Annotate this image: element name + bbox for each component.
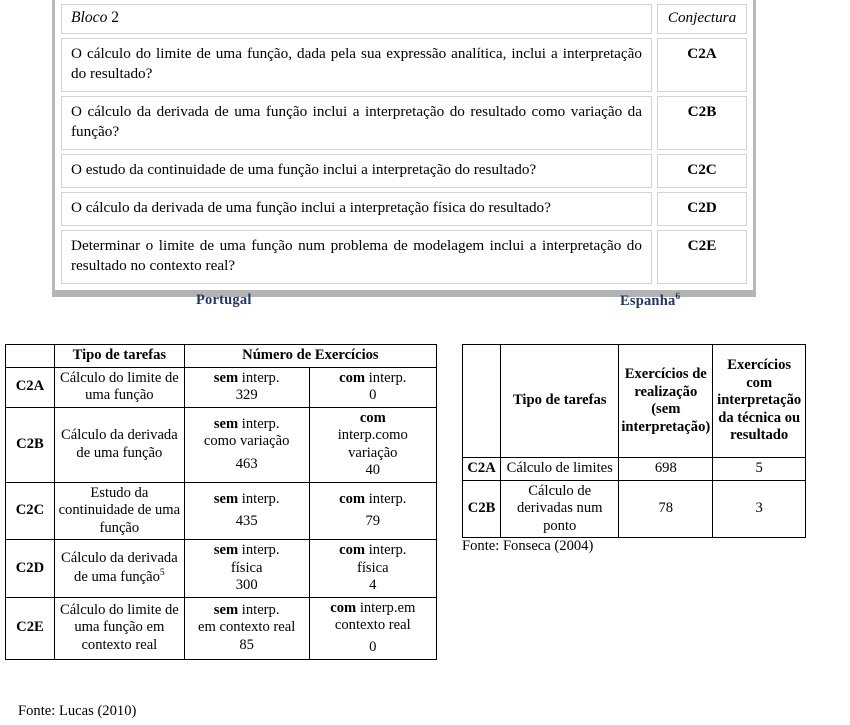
bloco-title-italic: Bloco [71,9,108,26]
table-row [463,458,806,481]
pt-with-value: 0 [369,639,377,656]
pt-row-task-footnote: 5 [159,567,165,578]
pt-with-extra: contexto real [334,617,411,633]
pt-row-with [309,367,436,407]
pt-row-task [54,540,184,598]
pt-with-label-rest: interp. [368,490,407,507]
es-header-task-type: Tipo de tarefas [501,345,619,458]
pt-with-value: 0 [369,387,377,403]
pt-row-with [309,407,436,482]
table-header-row [463,345,806,458]
pt-without-value: 85 [239,636,254,653]
es-row-code: C2B [463,480,501,538]
pt-row-with [309,597,436,659]
bloco-title-cell [61,4,652,34]
es-row-without: 78 [619,480,713,538]
pt-with-value: 79 [365,513,381,530]
bloco-question: O cálculo da derivada de uma função inclui a interpretação física do resultado? [61,192,652,226]
bloco-title-number: 2 [111,9,120,26]
pt-row-with [309,482,436,540]
bloco-row [61,154,747,188]
caption-portugal: Portugal [196,292,252,308]
pt-without-label-rest: interp. [241,415,280,432]
source-lucas: Fonte: Lucas (2010) [18,703,137,719]
pt-row-code: C2E [6,597,55,659]
pt-header-task-type: Tipo de tarefas [54,345,184,368]
conjectura-header-cell: Conjectura [657,4,747,34]
espanha-table [462,344,806,538]
pt-header-blank [6,345,55,368]
table-row [6,540,437,598]
table-row [6,407,437,482]
es-row-with: 3 [713,480,806,538]
es-row-task: Cálculo de derivadas num ponto [501,480,619,538]
pt-row-without [184,597,309,659]
pt-without-label-rest: interp. [241,601,280,618]
bloco-conjecture-code: C2B [657,96,747,150]
pt-header-exercise-count: Número de Exercícios [184,345,436,368]
pt-without-label-rest: interp. [241,369,280,386]
bloco-question: Determinar o limite de uma função num problema de modelagem inclui a interpretação do resultado no contexto real? [61,230,652,284]
pt-without-label: sem [213,369,239,386]
pt-without-value: 300 [235,577,258,593]
table-row [6,482,437,540]
pt-row-with [309,540,436,598]
pt-without-value: 463 [235,455,258,472]
bloco-question: O cálculo do limite de uma função, dada pela sua expressão analítica, inclui a interpretação do resultado? [61,38,652,92]
table-header-row [6,345,437,368]
pt-with-label-rest: interp. [368,542,407,558]
pt-with-label: com [339,369,366,386]
bloco-row [61,192,747,226]
pt-with-extra: física [356,559,389,576]
pt-without-label: sem [213,601,239,618]
pt-with-value: 40 [365,462,381,478]
pt-with-extra: interp.como variação [337,427,408,461]
pt-without-label: sem [213,490,239,507]
bloco-row [61,38,747,92]
pt-with-label-rest: interp. [368,369,407,386]
source-fonseca: Fonte: Fonseca (2004) [462,538,594,554]
bloco-header-row [61,4,747,34]
caption-espanha-label: Espanha [620,292,676,309]
es-header-blank [463,345,501,458]
pt-row-without [184,540,309,598]
pt-with-value: 4 [369,577,377,593]
pt-row-task: Cálculo da derivada de uma função [54,407,184,482]
es-row-task: Cálculo de limites [501,458,619,481]
es-header-with-interp: Exercícios com interpretação da técnica ou resultado [713,345,806,458]
portugal-table [5,344,437,660]
pt-row-task: Cálculo do limite de uma função [54,367,184,407]
pt-without-label: sem [213,415,239,432]
pt-row-code: C2C [6,482,55,540]
pt-row-code: C2A [6,367,55,407]
pt-row-without [184,482,309,540]
pt-without-label-rest: interp. [241,490,280,507]
bloco-conjecture-code: C2A [657,38,747,92]
pt-row-task: Cálculo do limite de uma função em contexto real [54,597,184,659]
caption-espanha [620,292,680,310]
table-row [6,367,437,407]
table-row [463,480,806,538]
bloco-conjecture-code: C2D [657,192,747,226]
es-header-without-interp: Exercícios de realização (sem interpretação) [619,345,713,458]
table-row [6,597,437,659]
pt-without-value: 435 [235,513,258,530]
bloco-row [61,96,747,150]
caption-espanha-footnote: 6 [675,292,681,302]
pt-without-extra: como variação [203,433,290,450]
bloco-panel [52,0,756,297]
pt-row-code: C2D [6,540,55,598]
pt-row-task: Estudo da continuidade de uma função [54,482,184,540]
bloco-question: O cálculo da derivada de uma função inclui a interpretação do resultado como variação da função? [61,96,652,150]
es-row-without: 698 [619,458,713,481]
pt-without-value: 329 [235,387,258,403]
pt-row-without [184,407,309,482]
pt-row-without [184,367,309,407]
bloco-question: O estudo da continuidade de uma função inclui a interpretação do resultado? [61,154,652,188]
pt-with-label-rest: interp.em [359,599,416,616]
pt-without-extra: física [230,559,263,576]
pt-row-code: C2B [6,407,55,482]
bloco-row [61,230,747,284]
pt-without-label: sem [213,542,239,558]
pt-with-label: com [339,542,366,558]
pt-with-label: com [359,409,386,426]
es-row-code: C2A [463,458,501,481]
pt-without-label-rest: interp. [241,542,280,558]
bloco-conjecture-code: C2E [657,230,747,284]
bloco-conjecture-code: C2C [657,154,747,188]
pt-row-task-text: Cálculo da derivada de uma função [61,550,178,585]
pt-with-label: com [330,599,357,616]
pt-without-extra: em contexto real [198,619,296,636]
es-row-with: 5 [713,458,806,481]
pt-with-label: com [339,490,366,507]
